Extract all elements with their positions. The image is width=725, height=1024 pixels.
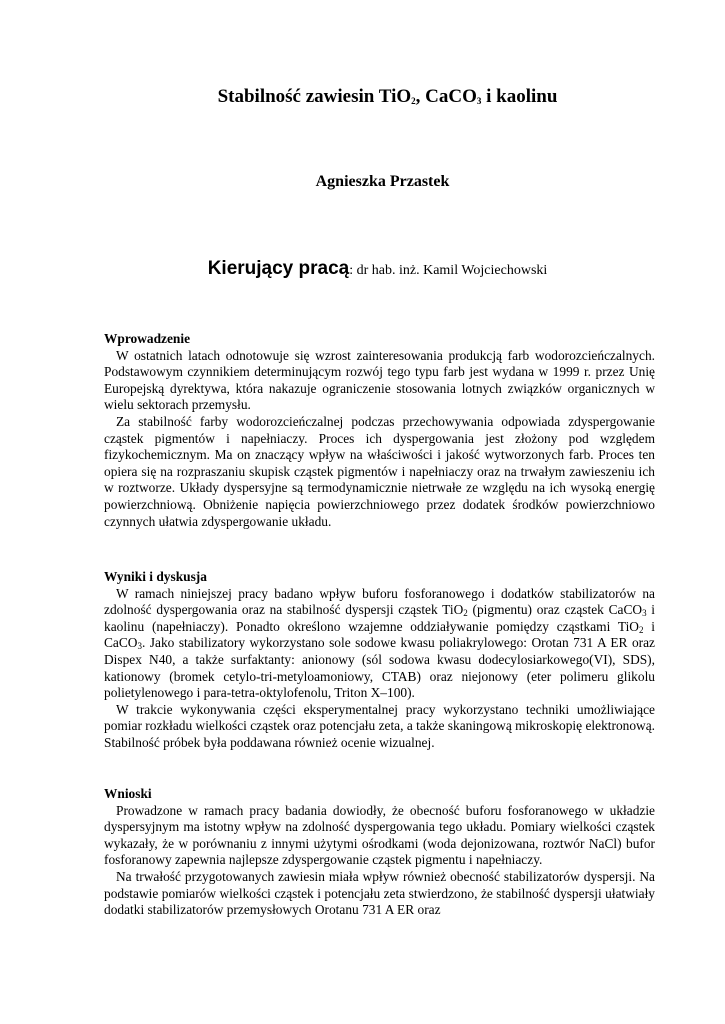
supervisor-value: : dr hab. inż. Kamil Wojciechowski: [349, 263, 548, 278]
text-run: i CaCO: [104, 618, 655, 651]
paragraph: W ostatnich latach odnotowuje się wzrost zainteresowania produkcją farb wodorozcieńczalnych. Podstawowym czynnikiem determinującym rozwój tego typu farb jest wydana w 1999 r. przez Unię Europejską dyrektywa, która nakazuje ograniczenie stosowania lotnych związków organicznych w wielu sektorach przemysłu.: [104, 347, 655, 413]
title-text-3: i kaolinu: [481, 86, 558, 107]
paragraph: Prowadzone w ramach pracy badania dowiodły, że obecność buforu fosforanowego w układzie dyspersyjnym ma istotny wpływ na zdolność dyspergowania tego układu. Pomiary wielkości cząstek wykazały, że w porównaniu z innymi użytymi ośrodkami (woda dejonizowana, roztwór NaCl) bufor fosforanowy zapewnia najlepsze zdyspergowanie cząstek pigmentu i napełniaczy.: [104, 802, 655, 868]
subscript: 3: [642, 608, 647, 619]
paragraph: Na trwałość przygotowanych zawiesin miała wpływ również obecność stabilizatorów dyspersji. Na podstawie pomiarów wielkości cząstek i potencjału zeta stwierdzono, że stabilność dyspersji ułatwiały dodatki stabilizatorów przemysłowych Orotanu 731 A ER oraz: [104, 868, 655, 918]
section-heading: Wprowadzenie: [104, 331, 191, 346]
subscript: 2: [638, 624, 644, 635]
title-subscript-1: 2: [411, 96, 416, 106]
section-heading: Wyniki i dyskusja: [104, 569, 207, 584]
section-heading: Wnioski: [104, 786, 152, 801]
title-text-1: Stabilność zawiesin TiO: [217, 86, 412, 107]
title-text-2: , CaCO: [415, 86, 477, 107]
title-subscript-2: 3: [476, 96, 482, 106]
document-title: [0, 86, 725, 108]
text-run: (pigmentu) oraz cząstek CaCO: [467, 602, 643, 618]
section-conclusions: [104, 786, 655, 919]
supervisor-label: Kierujący pracą: [207, 258, 350, 279]
paragraph: Za stabilność farby wodorozcieńczalnej podczas przechowywania odpowiada zdyspergowanie cząstek pigmentów i napełniaczy. Proces ich dyspergowania jest złożony pod względem fizykochemicznym. Ma on znaczący wpływ na właściwości i jakość wytworzonych farb. Proces ten opiera się na rozpraszaniu skupisk cząstek pigmentów i napełniaczy oraz na trwałym zawieszeniu ich w roztworze. Układy dyspersyjne są termodynamicznie nietrwałe ze względu na ich wysoką energię powierzchniową. Obniżenie napięcia powierzchniowego przez dodatek środków powierzchniowo czynnych ułatwia zdyspergowanie układu.: [104, 413, 655, 529]
paragraph: W trakcie wykonywania części eksperymentalnej pracy wykorzystano techniki umożliwiające pomiar rozkładu wielkości cząstek oraz potencjału zeta, a także skaningową mikroskopię elektronową. Stabilność próbek była poddawana również ocenie wizualnej.: [104, 701, 655, 750]
subscript: 2: [463, 608, 468, 619]
text-run: . Jako stabilizatory wykorzystano sole sodowe kwasu poliakrylowego: Orotan 731 A ER oraz Dispex N40, a także surfaktanty: anionowy (sól sodowa kwasu dodecylosiarkowego(VI), SDS), kationowy (bromek cetylo-tri-metyloamoniowy, CTAB) oraz niejonowy (eter polimeru glikolu polietylenowego i para-tetra-oktylofenolu, Triton X–100).: [104, 635, 655, 701]
subscript: 3: [137, 641, 142, 652]
supervisor-line: [0, 258, 725, 280]
text-run: i kaolinu (napełniaczy). Ponadto określono wzajemne oddziaływanie pomiędzy cząstkami TiO: [104, 602, 655, 634]
author-name: Agnieszka Przastek: [315, 173, 450, 190]
section-results: [104, 569, 655, 752]
paragraph: [104, 586, 655, 702]
section-introduction: [104, 331, 655, 530]
text-run: W ramach niniejszej pracy badano wpływ buforu fosforanowego i dodatków stabilizatorów na zdolność dyspergowania oraz na stabilność dyspersji cząstek TiO: [104, 585, 655, 618]
